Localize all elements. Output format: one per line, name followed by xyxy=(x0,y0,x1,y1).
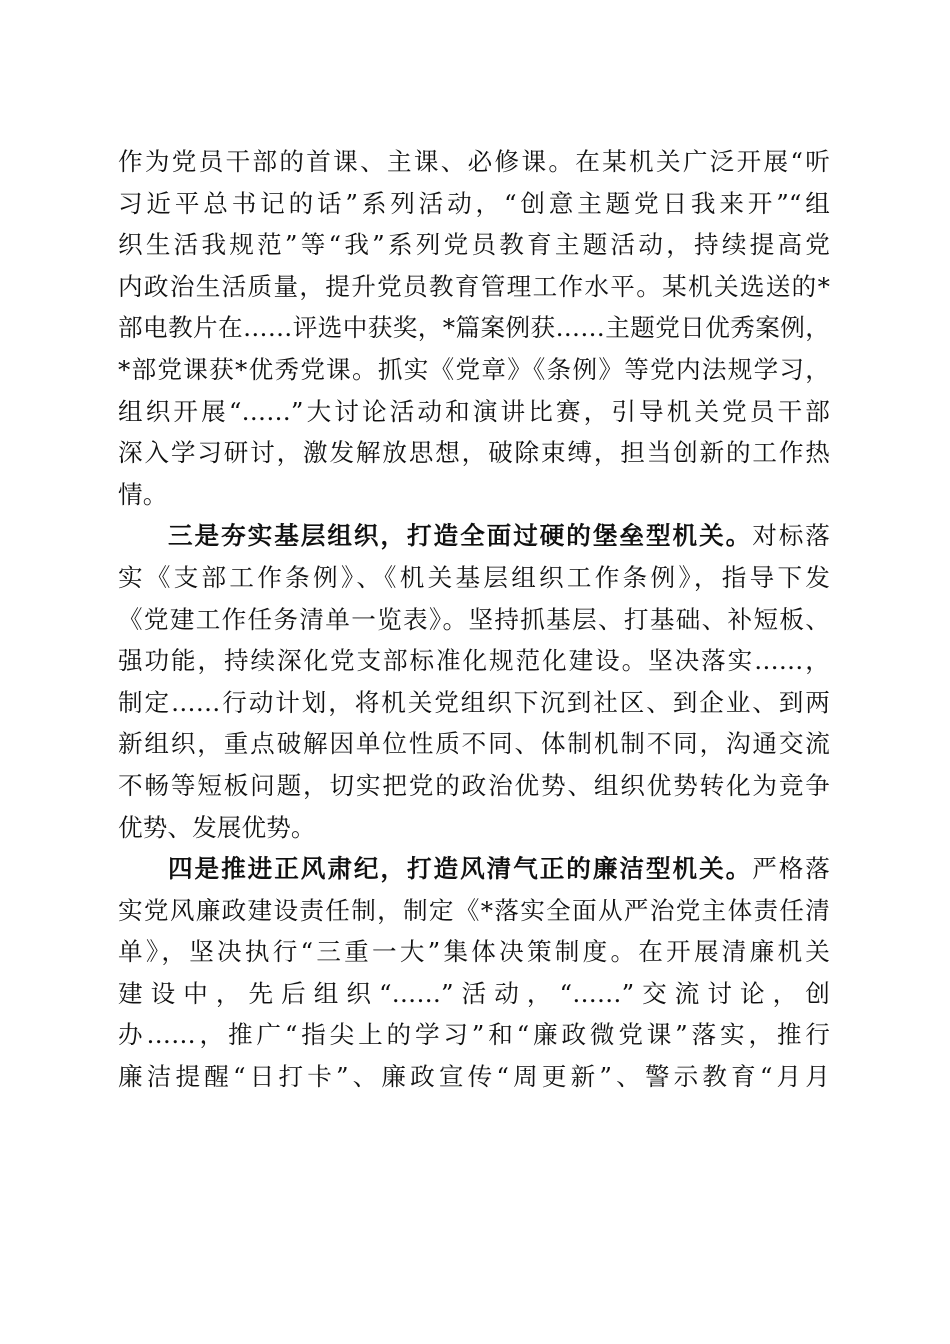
paragraph-3-line: 实党风廉政建设责任制，制定《*落实全面从严治党主体责任清 xyxy=(118,895,830,925)
paragraph-2-line: 新组织，重点破解因单位性质不同、体制机制不同，沟通交流 xyxy=(118,729,830,759)
paragraph-1-line: 深入学习研讨，激发解放思想，破除束缚，担当创新的工作热 xyxy=(118,438,830,468)
paragraph-2-first-line xyxy=(118,515,830,557)
paragraph-3-line: 办……，推广“指尖上的学习”和“廉政微党课”落实，推行 xyxy=(118,1020,830,1050)
paragraph-1-line: 习近平总书记的话”系列活动，“创意主题党日我来开”“组 xyxy=(118,188,830,218)
paragraph-1-line: *部党课获*优秀党课。抓实《党章》《条例》等党内法规学习， xyxy=(118,354,830,384)
paragraph-2-line: 《党建工作任务清单一览表》。坚持抓基层、打基础、补短板、 xyxy=(118,604,830,634)
paragraph-2 xyxy=(118,515,830,848)
paragraph-3-line: 建设中，先后组织“……”活动，“……”交流讨论，创 xyxy=(118,978,830,1008)
paragraph-2-heading: 三是夯实基层组织，打造全面过硬的堡垒型机关。 xyxy=(168,521,753,551)
paragraph-2-first-line-rest: 对标落 xyxy=(752,521,830,551)
paragraph-1-line: 织生活我规范”等“我”系列党员教育主题活动，持续提高党 xyxy=(118,230,830,260)
paragraph-2-line: 优势、发展优势。 xyxy=(118,812,316,842)
paragraph-3-line: 单》，坚决执行“三重一大”集体决策制度。在开展清廉机关 xyxy=(118,937,830,967)
paragraph-3-line: 廉洁提醒“日打卡”、廉政宣传“周更新”、警示教育“月月 xyxy=(118,1062,830,1092)
paragraph-1-line: 部电教片在……评选中获奖，*篇案例获……主题党日优秀案例， xyxy=(118,313,830,343)
paragraph-2-line: 实《支部工作条例》、《机关基层组织工作条例》，指导下发 xyxy=(118,562,830,592)
paragraph-2-line: 强功能，持续深化党支部标准化规范化建设。坚决落实……， xyxy=(118,646,830,676)
paragraph-3-first-line-rest: 严格落 xyxy=(752,854,830,884)
paragraph-1-line: 作为党员干部的首课、主课、必修课。在某机关广泛开展“听 xyxy=(118,147,830,176)
paragraph-2-line: 不畅等短板问题，切实把党的政治优势、组织优势转化为竞争 xyxy=(118,770,830,800)
paragraph-1 xyxy=(118,141,830,515)
paragraph-1-line: 组织开展“……”大讨论活动和演讲比赛，引导机关党员干部 xyxy=(118,396,830,426)
document-body xyxy=(118,141,830,1098)
paragraph-3 xyxy=(118,848,830,1098)
paragraph-3-first-line xyxy=(118,848,830,890)
paragraph-1-line: 内政治生活质量，提升党员教育管理工作水平。某机关选送的* xyxy=(118,271,830,301)
paragraph-3-heading: 四是推进正风肃纪，打造风清气正的廉洁型机关。 xyxy=(168,854,753,884)
paragraph-2-line: 制定……行动计划，将机关党组织下沉到社区、到企业、到两 xyxy=(118,687,830,717)
paragraph-1-line: 情。 xyxy=(118,479,168,509)
